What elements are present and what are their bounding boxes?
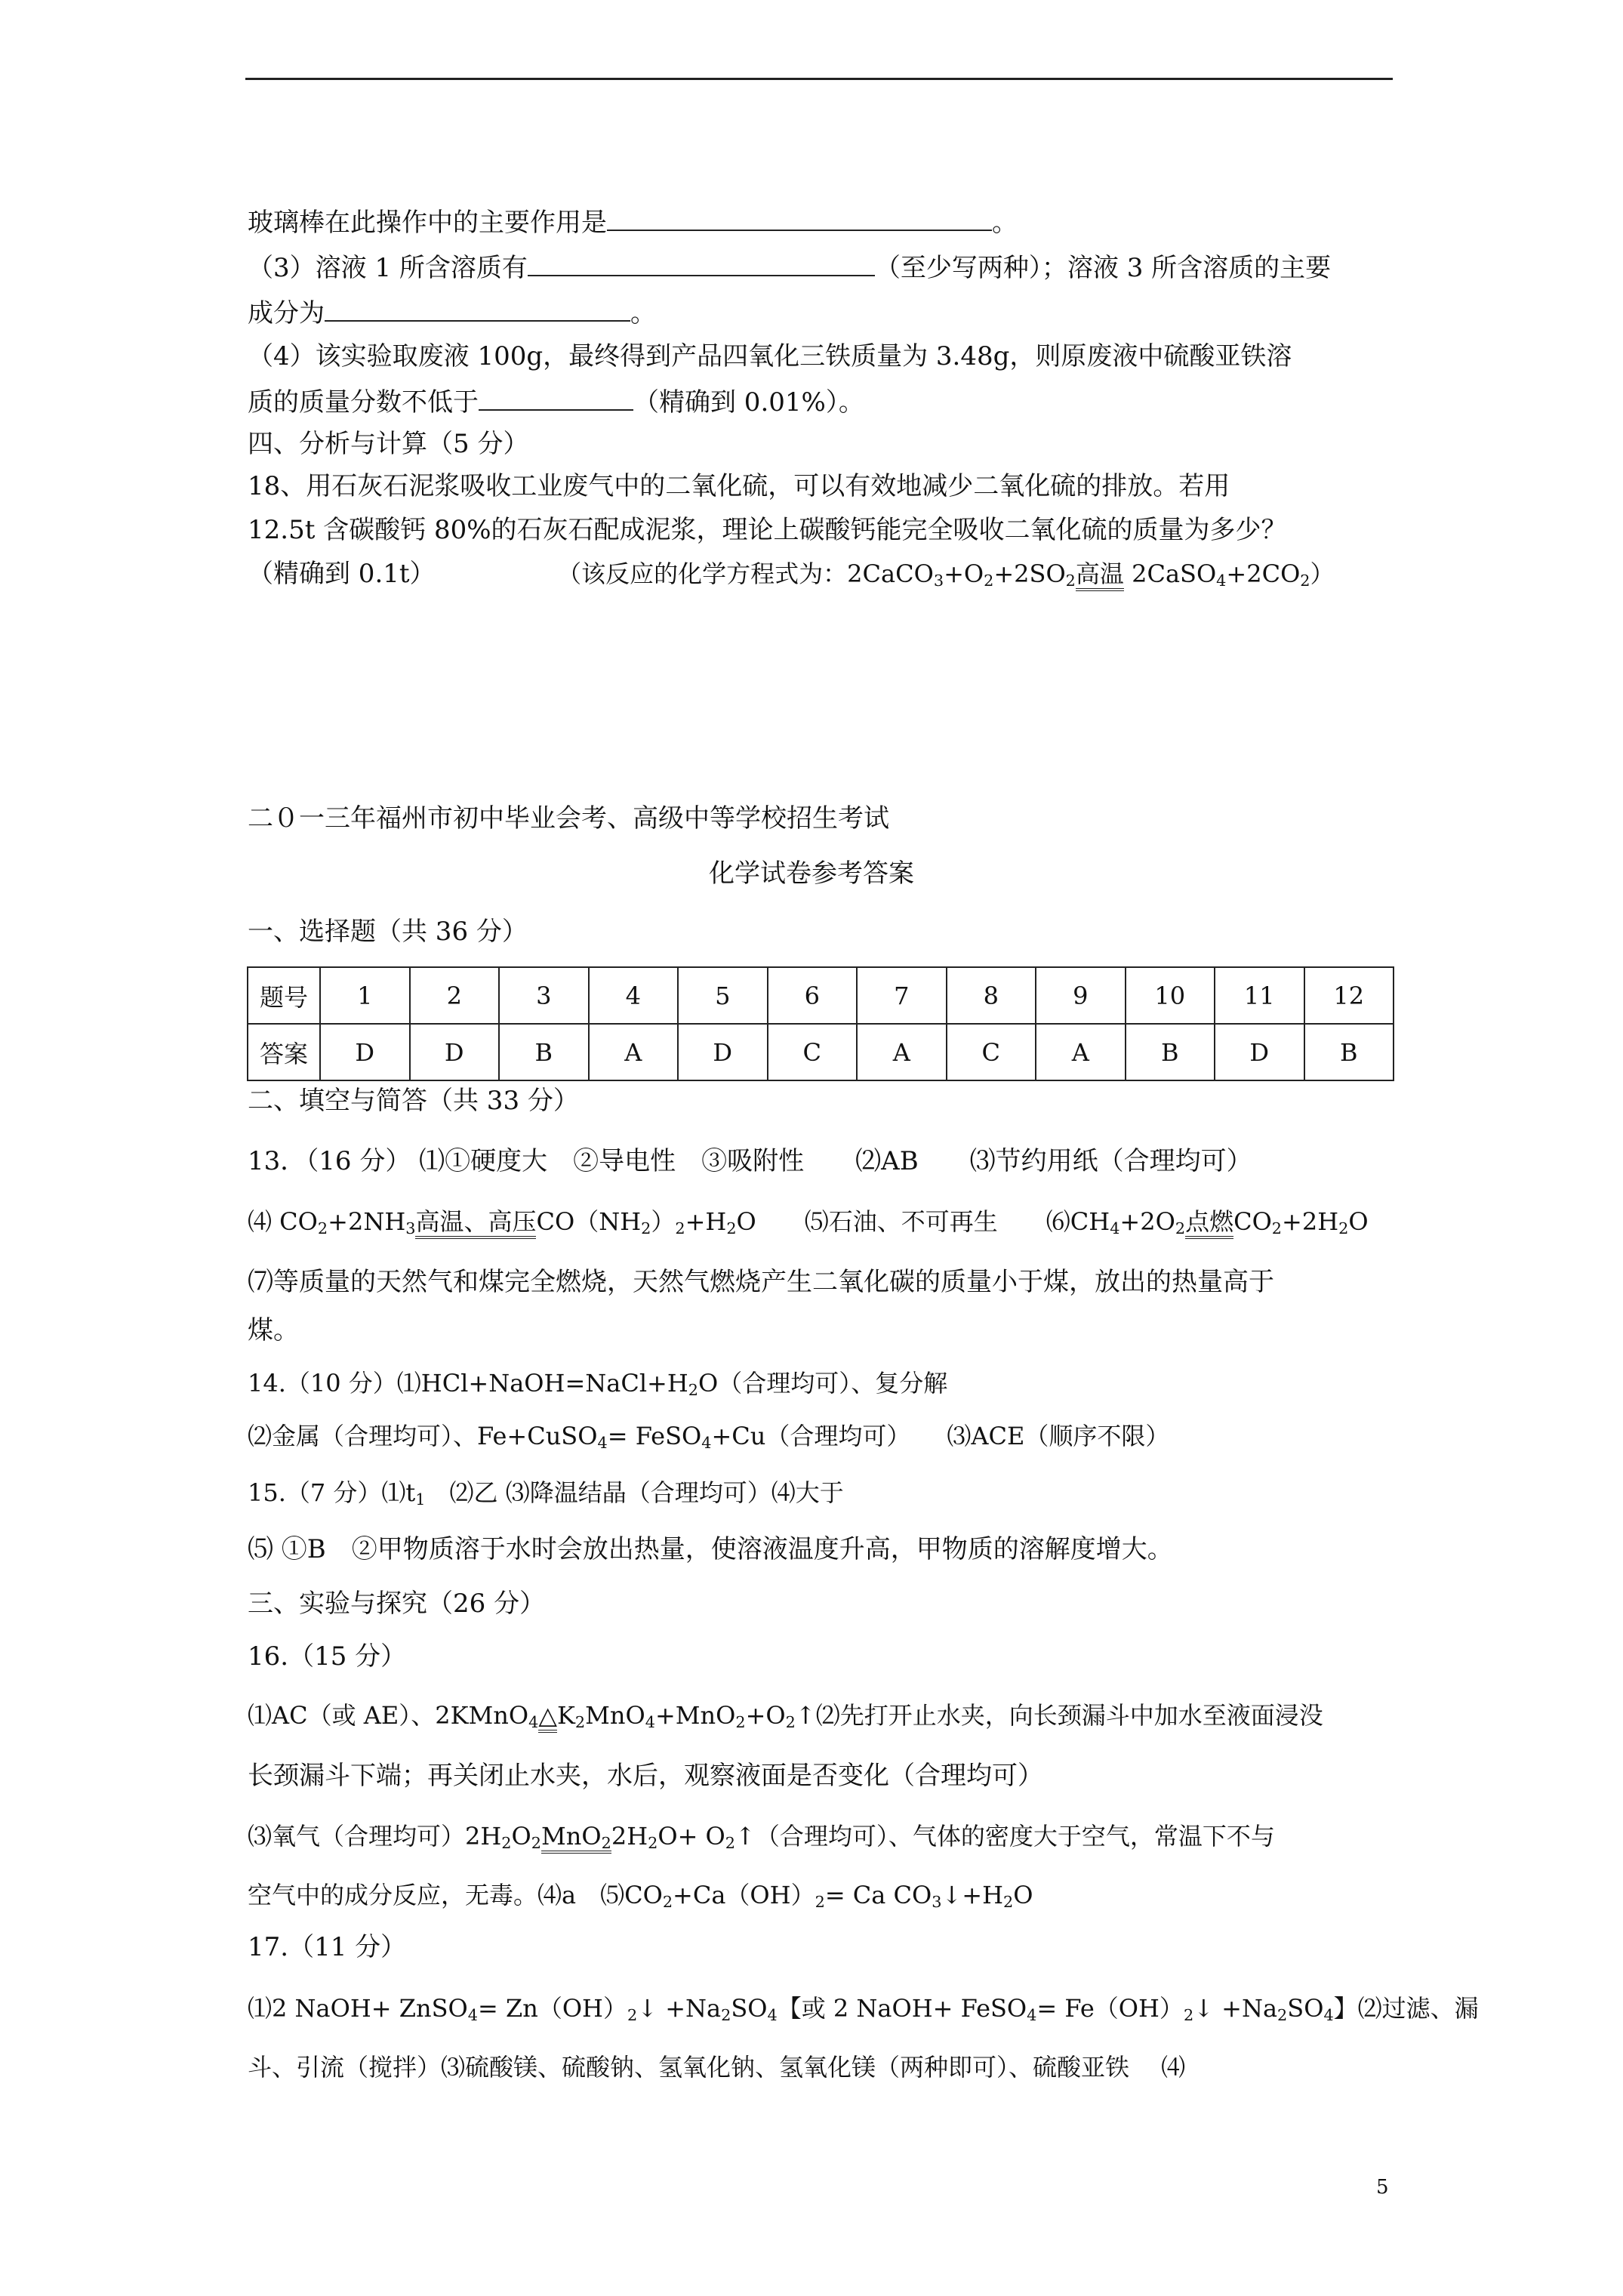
answer-blank[interactable]	[528, 249, 875, 276]
row-label: 答案	[248, 1024, 320, 1080]
answer-15: 15.（7 分）$⑴t_1$ ⑵乙 ⑶降温结晶（合理均可）⑷大于	[248, 1478, 844, 1509]
text-line: 空气中的成分反应，无毒。⑷a $⑸CO_2+Ca(OH)_2= Ca$ $CO_3↓+H_2O$	[248, 1881, 1033, 1912]
text-line: 煤。	[248, 1315, 299, 1345]
table-row: 答案 D D B A D C A C A B D B	[248, 1024, 1394, 1080]
answer-table	[247, 966, 1394, 1081]
section-heading: 四、分析与计算（5 分）	[248, 429, 529, 459]
section-heading: 二、填空与简答（共 33 分）	[248, 1086, 579, 1116]
text-line: （4）该实验取废液 100g，最终得到产品四氧化三铁质量为 3.48g，则原废液中硫酸亚铁溶	[248, 341, 1292, 371]
text-line: ⑴AC（或 AE）、$2KMnO_4\triangle K_2MnO_4+MnO_2+O_2↑⑵$先打开止水夹，向长颈漏斗中加水至液面浸没	[248, 1701, 1323, 1732]
text-line: ⑺等质量的天然气和煤完全燃烧，天然气燃烧产生二氧化碳的质量小于煤，放出的热量高于	[248, 1267, 1274, 1297]
question-18: 18、用石灰石泥浆吸收工业废气中的二氧化硫，可以有效地减少二氧化硫的排放。若用	[248, 471, 1230, 501]
text-line: ⑷ $CO_2+2NH_3$高温、高压$CO(NH_2)_2+H_2O$ ⑸石油、不可再生 $⑹CH_4+2O_2$点燃$CO_2+2H_2O$	[248, 1207, 1369, 1238]
page-number: 5	[1376, 2176, 1389, 2199]
text-line: 斗、引流（搅拌）⑶硫酸镁、硫酸钠、氢氧化钠、氢氧化镁（两种即可）、硫酸亚铁 ⑷	[248, 2053, 1186, 2082]
text-line: 12.5t 含碳酸钙 80%的石灰石配成泥浆，理论上碳酸钙能完全吸收二氧化硫的质量为多少？	[248, 515, 1287, 545]
text-line: ⑸ ①B ②甲物质溶于水时会放出热量，使溶液温度升高，甲物质的溶解度增大。	[248, 1534, 1173, 1564]
answer-14: 14.（10 分）$⑴HCl+NaOH=NaCl+H_2O$（合理均可）、复分解	[248, 1369, 948, 1400]
answer-blank[interactable]	[325, 294, 630, 322]
answer-blank[interactable]	[479, 384, 633, 411]
table-row: 题号 1 2 3 4 5 6 7 8 9 10 11 12	[248, 967, 1394, 1024]
text-line: ⑶氧气（合理均可）$2H_2O_2MnO_22H_2O+$ $O_2↑$（合理均可）、气体的密度大于空气，常温下不与	[248, 1822, 1275, 1853]
text-line: ⑵金属（合理均可）、Fe+CuSO$_4$= FeSO$_4$+Cu（合理均可） ⑶ACE（顺序不限）	[248, 1422, 1170, 1453]
exam-title: 二０一三年福州市初中毕业会考、高级中等学校招生考试	[248, 803, 889, 834]
answer-16: 16.（15 分）	[248, 1641, 407, 1672]
text-line: ⑴2 NaOH+ ZnSO$_4$= $Zn(OH)_2↓ +Na_2SO_4$【或 2 NaOH+ FeSO$_4$= $Fe(OH)_2↓ +Na_2SO_4$】⑵过滤、漏	[248, 1994, 1479, 2025]
answer-17: 17.（11 分）	[248, 1932, 407, 1962]
section-heading: 一、选择题（共 36 分）	[248, 917, 528, 947]
text-line: （精确到 0.1t） （该反应的化学方程式为：$2CaCO_3+O_2+2SO_2$高温 $2CaSO_4+2CO_2$）	[248, 559, 1335, 590]
answer-13: 13．（16 分） ⑴①硬度大 ②导电性 ③吸附性 ⑵AB ⑶节约用纸（合理均可）	[248, 1146, 1252, 1176]
row-label: 题号	[248, 967, 320, 1024]
text-line: 质的质量分数不低于 （精确到 0.01%）。	[248, 384, 864, 419]
answer-title: 化学试卷参考答案	[709, 858, 914, 889]
header-rule	[245, 78, 1393, 80]
text-line: 长颈漏斗下端；再关闭止水夹，水后，观察液面是否变化（合理均可）	[248, 1761, 1043, 1791]
text-line: （3）溶液 1 所含溶质有 （至少写两种）；溶液 3 所含溶质的主要	[248, 249, 1331, 285]
text-line: 成分为 。	[248, 294, 656, 330]
answer-blank[interactable]	[607, 204, 992, 231]
text-line: 玻璃棒在此操作中的主要作用是 。	[248, 204, 1018, 239]
section-heading: 三、实验与探究（26 分）	[248, 1589, 546, 1619]
